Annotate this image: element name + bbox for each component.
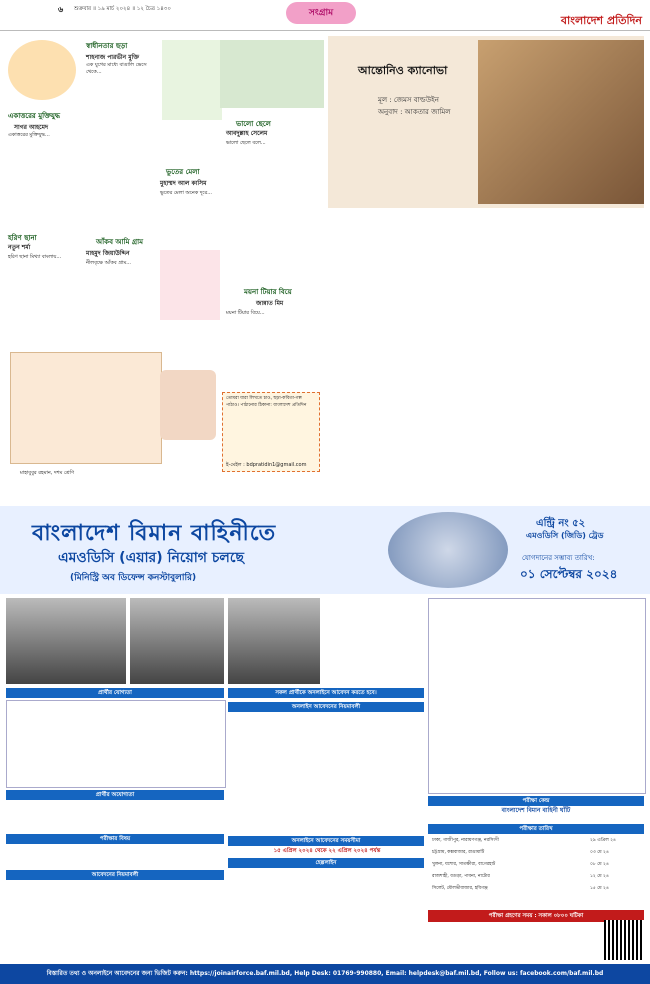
poem-title: ভুতের মেলা [166, 168, 200, 176]
section-header: হেল্পলাইন [228, 858, 424, 868]
story-column [432, 216, 528, 496]
eligibility-table [6, 700, 226, 788]
drawing-caption: মাহাবুবুর রহমান, দশম শ্রেণি [20, 470, 75, 476]
section-logo: সংগ্রাম [286, 2, 356, 24]
poem-title: স্বাধীনতার ছড়া [86, 42, 128, 50]
section-header: প্রার্থীর অযোগ্যতা [6, 790, 224, 800]
poem-title: আঁকব আমি গ্রাম [96, 238, 144, 246]
exam-date: ০৮ মে ২৪ [590, 862, 609, 867]
exam-date: ০৩ মে ২৪ [590, 850, 609, 855]
joining-date-label: যোগদানের সম্ভাব্য তারিখ: [522, 554, 595, 562]
section-header: অনলাইন আবেদনের নিয়মাবলী [228, 702, 424, 712]
exam-zone: ঢাকা, গাজীপুর, নারায়ণগঞ্জ, নরসিংদী [432, 838, 499, 843]
illustration-girl [8, 40, 76, 100]
poem-title: ময়না টিয়ার বিয়ে [244, 288, 292, 296]
exam-dates-header: পরীক্ষার তারিখ [428, 824, 644, 834]
exam-date: ১২ মে ২৪ [590, 874, 609, 879]
exam-center: বাংলাদেশ বিমান বাহিনী ঘাঁটি [501, 807, 571, 814]
child-photo [160, 370, 216, 440]
application-rules-text [6, 882, 224, 960]
masthead: বাংলাদেশ প্রতিদিন [560, 14, 642, 27]
page-number: ৬ [58, 5, 64, 14]
poem-author: আবদুল্লাহ সেলেম [226, 130, 268, 137]
section-header: আবেদনের নিয়মাবলী [6, 870, 224, 880]
mdc-benefits-table [428, 598, 646, 794]
parade-photo [6, 598, 126, 684]
exam-date: ২৯ এপ্রিল ২৪ [590, 838, 616, 843]
poem-author: শাহনাজ পারভীন মুক্তি [86, 54, 140, 61]
poem-body: একাত্তরের মুক্তিযুদ্ধ... [8, 132, 50, 138]
poem-body: এক যুগের মাধ্যে বাঙালি ভেসে থেকে... [86, 62, 147, 75]
story-column [536, 36, 642, 496]
poem-title: হরিণ ছানা [8, 234, 37, 242]
kids-drawing [10, 352, 162, 464]
poem-body: হরিণ ছানা মিথ্যা বাংলায়... [8, 254, 62, 260]
exam-subject-text [6, 846, 224, 868]
illustration-kids [162, 40, 222, 120]
helpline-text [228, 870, 424, 958]
parade-photo [130, 598, 224, 684]
poem-author: মুহাম্মদ আল কাসিম [160, 180, 207, 187]
section-header: অনলাইনে আবেদনের সময়সীমা [228, 836, 424, 846]
air-force-crest [388, 512, 508, 588]
submission-note: তোমরা যারা লিখতে চাও, ছড়া-কবিতা-গল্প পাঠাও। পাঠানোর ঠিকানা: বাংলাদেশ প্রতিদিন [226, 396, 307, 408]
entry-trade: এমওডিসি (জিডি) ট্রেড [526, 531, 604, 540]
online-period: ১৫ এপ্রিল ২০২৪ থেকে ২২ এপ্রিল ২০২৪ পর্যন্ত [273, 848, 381, 854]
poem-author: সাগর আহমেদ [14, 124, 49, 131]
online-notice: সকল প্রার্থীকে অনলাইনে আবেদন করতে হবে। [228, 688, 424, 698]
parade-photo [228, 598, 320, 684]
poem-author: জান্নাত মিম [256, 300, 284, 307]
exam-zone: চট্টগ্রাম, কক্সবাজার, রাঙামাটি [432, 850, 485, 855]
recruitment-headline: বাংলাদেশ বিমান বাহিনীতে [32, 521, 277, 546]
exam-center-header: পরীক্ষা কেন্দ্র [428, 796, 644, 806]
story-title: আন্তোনিও ক্যানোভা [358, 64, 448, 77]
poem-title: একাত্তরের মুক্তিযুদ্ধ [8, 112, 61, 120]
submission-email: ই-মেইল : bdpratidin1@gmail.com [226, 462, 307, 468]
poem-author: নতুন শর্মা [8, 244, 31, 251]
online-rules-text [228, 714, 424, 834]
story-original-author: মূল : জেমস বাল্ডউইন [378, 96, 439, 104]
exam-zone: সিলেট, মৌলভীবাজার, হবিগঞ্জ [432, 886, 488, 891]
poem-body: ভালো ছেলে বলে... [226, 140, 266, 146]
poem-body: নীলবৃক্ষে আঁকব গ্রাম... [86, 260, 132, 266]
poem-title: ভালো ছেলে [236, 120, 271, 128]
poem-author: মাহমুদ জিয়াউদ্দিন [86, 250, 130, 257]
section-header: পরীক্ষার বিষয় [6, 834, 224, 844]
exam-time: পরীক্ষা গ্রহণের সময় : সকাল ০৮০০ ঘটিকা [428, 910, 644, 922]
joining-date: ০১ সেপ্টেম্বর ২০২৪ [520, 567, 618, 581]
qr-code[interactable] [604, 920, 644, 960]
exam-zone: খুলনা, যশোর, সাতক্ষীরা, বাগেরহাট [432, 862, 496, 867]
ineligibility-text [6, 802, 224, 830]
illustration-pot [220, 40, 324, 108]
poem-body: ভুতের মেলা অনেক দূরে... [160, 190, 212, 196]
exam-zone: রাজশাহী, বগুড়া, পাবনা, নাটোর [432, 874, 490, 879]
section-header: প্রার্থীর যোগ্যতা [6, 688, 224, 698]
entry-number: এন্ট্রি নং ৫২ [536, 518, 586, 529]
page-date: শুক্রবার ॥ ১৯ মার্চ ২০২৪ ॥ ১২ চৈত্র ১৪৩০ [74, 6, 171, 12]
exam-note [428, 926, 598, 960]
illustration-birds [160, 250, 220, 320]
poem-body: ময়না টিয়ার বিয়ে... [226, 310, 265, 316]
recruitment-ministry: (মিনিস্ট্রি অব ডিফেন্স কনস্টাবুলারি) [70, 573, 197, 583]
recruitment-footer: বিস্তারিত তথ্য ও অনলাইনে আবেদনের জন্য ভিজিট করুন: https://joinairforce.baf.mil.bd, Help Desk: 01769-990880, Email: helpdesk@baf.mil.bd, Follow us: facebook.com/baf.mil.bd [0, 964, 650, 984]
story-column [330, 216, 426, 496]
story-translator: অনুবাদ : আকতার জামিল [378, 108, 451, 116]
recruitment-subheadline: এমওডিসি (এয়ার) নিয়োগ চলছে [58, 550, 244, 566]
exam-date: ১৫ মে ২৪ [590, 886, 609, 891]
